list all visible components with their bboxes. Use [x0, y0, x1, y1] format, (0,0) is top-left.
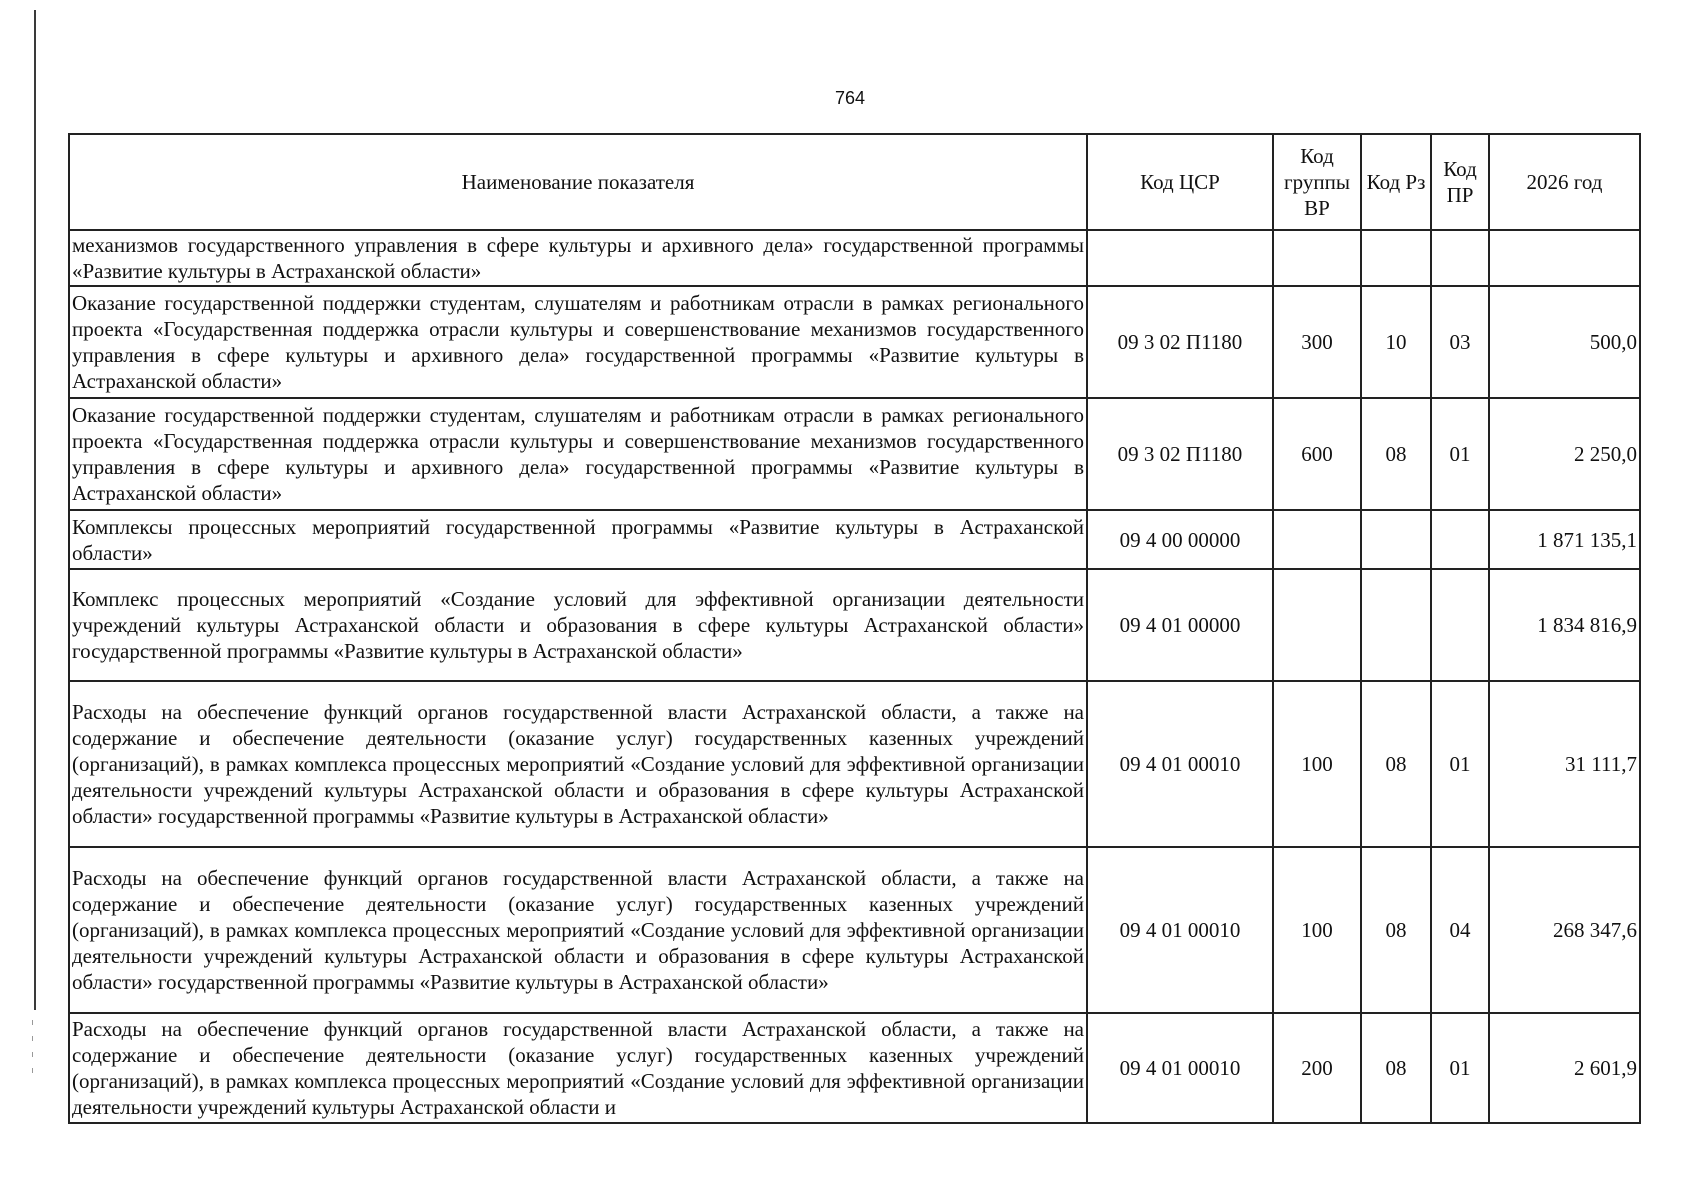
row-rz-code: 08	[1361, 398, 1431, 510]
row-amount	[1489, 230, 1640, 286]
header-name: Наименование показателя	[69, 134, 1087, 230]
row-amount: 2 250,0	[1489, 398, 1640, 510]
page-number: 764	[834, 88, 866, 108]
header-year: 2026 год	[1489, 134, 1640, 230]
row-amount: 500,0	[1489, 286, 1640, 398]
binding-margin-line	[34, 10, 36, 1010]
row-csr-code: 09 3 02 П1180	[1087, 286, 1273, 398]
row-amount: 268 347,6	[1489, 847, 1640, 1013]
row-rz-code	[1361, 569, 1431, 681]
row-name: Оказание государственной поддержки студентам, слушателям и работникам отрасли в рамках регионального проекта «Государственная поддержка отрасли культуры и совершенствование механизмов государственного управления в сфере культуры и архивного дела» государственной программы «Развитие культуры в Астраханской области»	[69, 286, 1087, 398]
row-pr-code: 01	[1431, 681, 1489, 847]
table-row	[69, 681, 1640, 847]
header-pr-code: Код ПР	[1431, 134, 1489, 230]
row-amount: 1 871 135,1	[1489, 510, 1640, 569]
row-amount: 1 834 816,9	[1489, 569, 1640, 681]
row-name: Расходы на обеспечение функций органов государственной власти Астраханской области, а также на содержание и обеспечение деятельности (оказание услуг) государственных казенных учреждений (организаций), в рамках комплекса процессных мероприятий «Создание условий для эффективной организации деятельности учреждений культуры Астраханской области и	[69, 1013, 1087, 1123]
row-vr-code	[1273, 510, 1361, 569]
row-pr-code: 04	[1431, 847, 1489, 1013]
row-vr-code: 600	[1273, 398, 1361, 510]
row-vr-code: 300	[1273, 286, 1361, 398]
margin-mark	[32, 1052, 33, 1057]
row-csr-code: 09 4 01 00010	[1087, 1013, 1273, 1123]
row-vr-code	[1273, 230, 1361, 286]
row-pr-code: 03	[1431, 286, 1489, 398]
table-row	[69, 230, 1640, 286]
row-csr-code: 09 4 01 00000	[1087, 569, 1273, 681]
row-pr-code	[1431, 569, 1489, 681]
row-name: Комплексы процессных мероприятий государственной программы «Развитие культуры в Астраханской области»	[69, 510, 1087, 569]
margin-mark	[32, 1020, 33, 1025]
row-csr-code: 09 4 00 00000	[1087, 510, 1273, 569]
table-row	[69, 510, 1640, 569]
row-pr-code: 01	[1431, 398, 1489, 510]
margin-mark	[32, 1068, 33, 1073]
row-pr-code	[1431, 510, 1489, 569]
row-rz-code	[1361, 230, 1431, 286]
row-vr-code: 200	[1273, 1013, 1361, 1123]
row-rz-code	[1361, 510, 1431, 569]
row-name: Оказание государственной поддержки студентам, слушателям и работникам отрасли в рамках регионального проекта «Государственная поддержка отрасли культуры и совершенствование механизмов государственного управления в сфере культуры и архивного дела» государственной программы «Развитие культуры в Астраханской области»	[69, 398, 1087, 510]
row-amount: 2 601,9	[1489, 1013, 1640, 1123]
row-name: механизмов государственного управления в сфере культуры и архивного дела» государственной программы «Развитие культуры в Астраханской области»	[69, 230, 1087, 286]
table-row	[69, 398, 1640, 510]
row-name: Комплекс процессных мероприятий «Создание условий для эффективной организации деятельности учреждений культуры Астраханской области и образования в сфере культуры Астраханской области» государственной программы «Развитие культуры в Астраханской области»	[69, 569, 1087, 681]
row-csr-code: 09 4 01 00010	[1087, 681, 1273, 847]
row-vr-code: 100	[1273, 681, 1361, 847]
row-pr-code: 01	[1431, 1013, 1489, 1123]
table-row	[69, 847, 1640, 1013]
row-csr-code: 09 3 02 П1180	[1087, 398, 1273, 510]
row-pr-code	[1431, 230, 1489, 286]
header-rz-code: Код Рз	[1361, 134, 1431, 230]
row-amount: 31 111,7	[1489, 681, 1640, 847]
row-name: Расходы на обеспечение функций органов государственной власти Астраханской области, а также на содержание и обеспечение деятельности (оказание услуг) государственных казенных учреждений (организаций), в рамках комплекса процессных мероприятий «Создание условий для эффективной организации деятельности учреждений культуры Астраханской области и образования в сфере культуры Астраханской области» государственной программы «Развитие культуры в Астраханской области»	[69, 847, 1087, 1013]
budget-table	[68, 133, 1641, 1124]
table-row	[69, 286, 1640, 398]
table-row	[69, 1013, 1640, 1123]
row-rz-code: 10	[1361, 286, 1431, 398]
row-csr-code: 09 4 01 00010	[1087, 847, 1273, 1013]
row-csr-code	[1087, 230, 1273, 286]
row-vr-code: 100	[1273, 847, 1361, 1013]
table-header-row	[69, 134, 1640, 230]
margin-mark	[32, 1036, 33, 1041]
row-name: Расходы на обеспечение функций органов государственной власти Астраханской области, а также на содержание и обеспечение деятельности (оказание услуг) государственных казенных учреждений (организаций), в рамках комплекса процессных мероприятий «Создание условий для эффективной организации деятельности учреждений культуры Астраханской области и образования в сфере культуры Астраханской области» государственной программы «Развитие культуры в Астраханской области»	[69, 681, 1087, 847]
table-row	[69, 569, 1640, 681]
header-csr-code: Код ЦСР	[1087, 134, 1273, 230]
row-rz-code: 08	[1361, 681, 1431, 847]
row-rz-code: 08	[1361, 1013, 1431, 1123]
row-vr-code	[1273, 569, 1361, 681]
header-vr-code: Код группы ВР	[1273, 134, 1361, 230]
row-rz-code: 08	[1361, 847, 1431, 1013]
